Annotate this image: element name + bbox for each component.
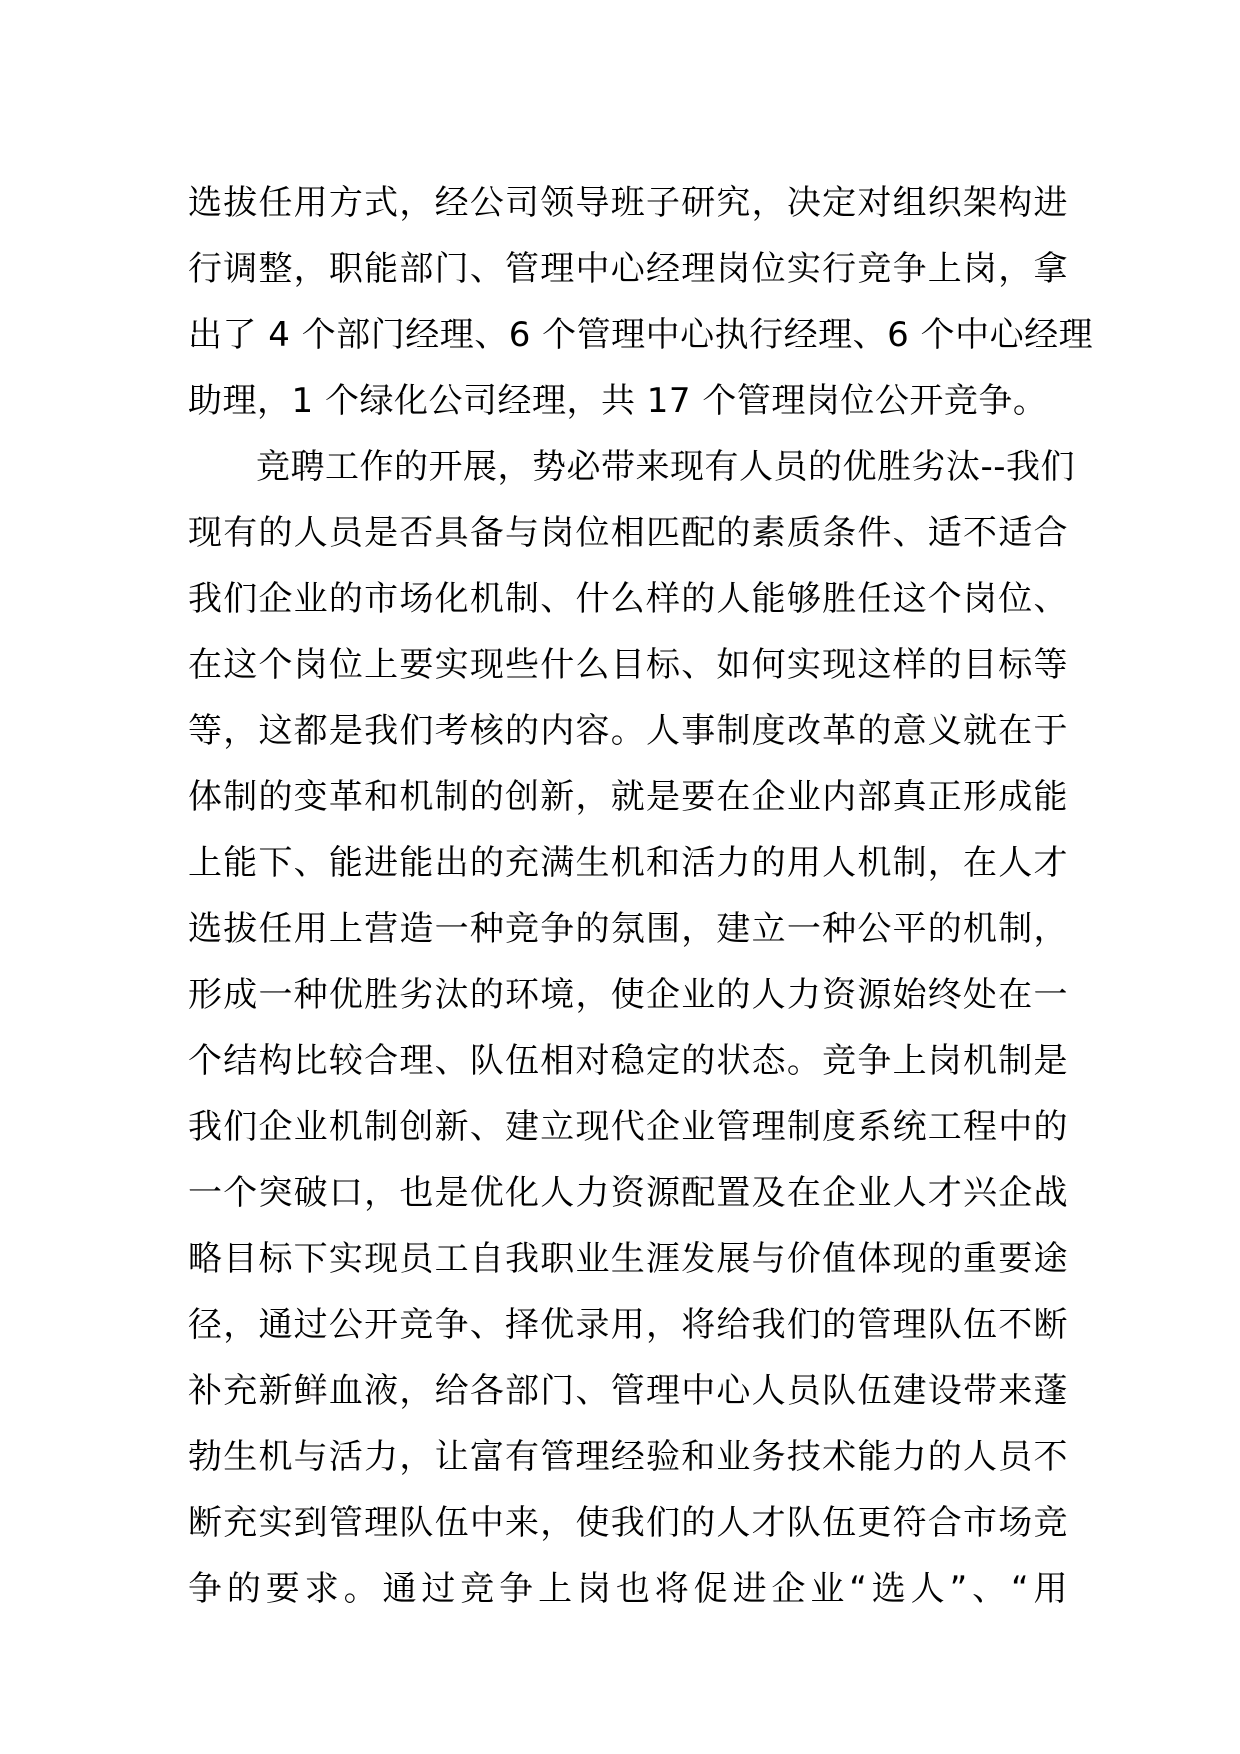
paragraph-line: 勃生机与活力，让富有管理经验和业务技术能力的人员不 [188,1437,1068,1477]
paragraph-line: 选拔任用方式，经公司领导班子研究，决定对组织架构进 [188,183,1068,223]
paragraph-line: 个结构比较合理、队伍相对稳定的状态。竞争上岗机制是 [188,1041,1068,1081]
paragraph-line: 助理，1 个绿化公司经理，共 17 个管理岗位公开竞争。 [188,381,1048,421]
paragraph-line: 我们企业的市场化机制、什么样的人能够胜任这个岗位、 [188,579,1068,619]
paragraph-line: 体制的变革和机制的创新，就是要在企业内部真正形成能 [188,777,1068,817]
document-body [188,170,1094,1622]
paragraph-line: 选拔任用上营造一种竞争的氛围，建立一种公平的机制， [188,909,1068,949]
paragraph-line: 出了 4 个部门经理、6 个管理中心执行经理、6 个中心经理 [188,315,1094,355]
paragraph-line: 争的要求。通过竞争上岗也将促进企业“选人”、“用 [188,1569,1068,1609]
paragraph-line: 竞聘工作的开展，势必带来现有人员的优胜劣汰--我们 [256,447,1076,487]
paragraph-line: 等，这都是我们考核的内容。人事制度改革的意义就在于 [188,711,1068,751]
paragraph-line: 我们企业机制创新、建立现代企业管理制度系统工程中的 [188,1107,1068,1147]
paragraph-line: 一个突破口，也是优化人力资源配置及在企业人才兴企战 [188,1173,1068,1213]
paragraph-line: 补充新鲜血液，给各部门、管理中心人员队伍建设带来蓬 [188,1371,1068,1411]
paragraph-line: 现有的人员是否具备与岗位相匹配的素质条件、适不适合 [188,513,1068,553]
paragraph-line: 断充实到管理队伍中来，使我们的人才队伍更符合市场竞 [188,1503,1068,1543]
paragraph-line: 径，通过公开竞争、择优录用，将给我们的管理队伍不断 [188,1305,1068,1345]
paragraph-line: 略目标下实现员工自我职业生涯发展与价值体现的重要途 [188,1239,1068,1279]
paragraph-line: 上能下、能进能出的充满生机和活力的用人机制，在人才 [188,843,1068,883]
paragraph-line: 在这个岗位上要实现些什么目标、如何实现这样的目标等 [188,645,1068,685]
paragraph-line: 形成一种优胜劣汰的环境，使企业的人力资源始终处在一 [188,975,1068,1015]
paragraph-line: 行调整，职能部门、管理中心经理岗位实行竞争上岗，拿 [188,249,1068,289]
